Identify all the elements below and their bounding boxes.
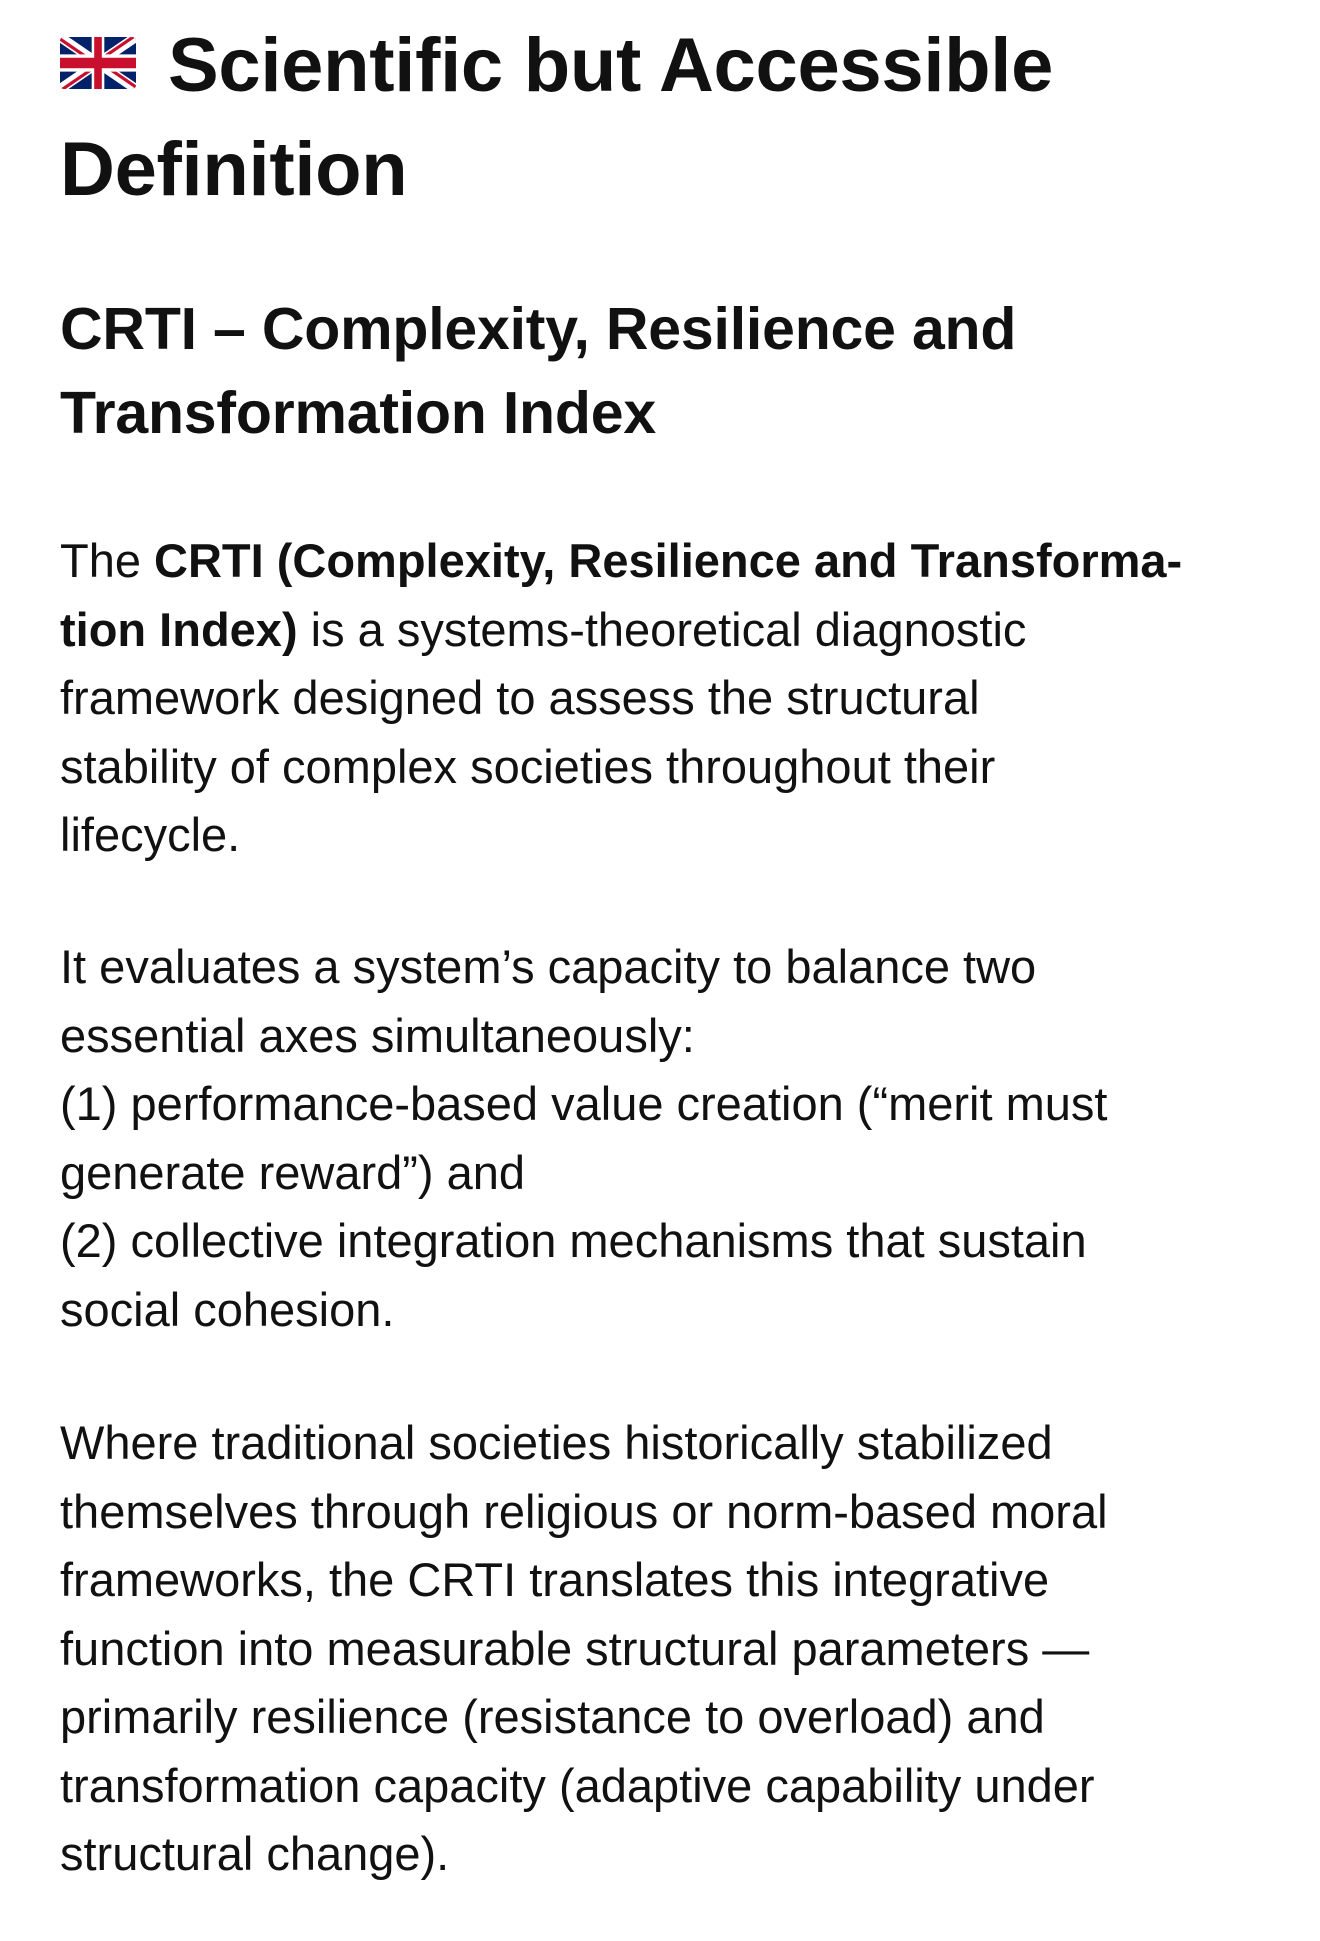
paragraph-traditional-societies: [60, 1409, 1260, 1889]
paragraph-3-line-7: structural change).: [60, 1827, 450, 1880]
paragraph-1-line-4: stability of complex societies throughout their: [60, 739, 996, 793]
paragraph-3-line-5: primarily resilience (resistance to overload) and: [60, 1690, 1045, 1743]
paragraph-axes: [60, 933, 1260, 1344]
paragraph-2-line-3: (1) performance-based value creation (“merit must: [60, 1077, 1108, 1130]
paragraph-1-line-2: [60, 596, 1260, 665]
united-kingdom-flag-icon: [60, 37, 136, 89]
paragraph-2-line-2: essential axes simultaneously:: [60, 1008, 695, 1062]
page-title: [60, 14, 1220, 222]
paragraph-2-line-5: (2) collective integration mechanisms that sustain: [60, 1214, 1087, 1267]
paragraph-3-line-6: transformation capacity (adaptive capability under: [60, 1758, 1095, 1812]
title-text-line-1: Scientific but Accessible: [168, 23, 1054, 108]
section-heading-line-1: CRTI – Complexity, Resilience and: [60, 296, 1017, 362]
paragraph-2-line-6: social cohesion.: [60, 1282, 395, 1336]
title-line-1: [60, 14, 1220, 118]
paragraph-3-line-2: themselves through religious or norm-based moral: [60, 1484, 1108, 1538]
paragraph-1-bold-term-part1: CRTI (Complexity, Resilience and Transforma-: [154, 534, 1183, 587]
paragraph-1-lead: The: [60, 534, 155, 587]
paragraph-1-line-2-rest: is a systems-theoretical diagnostic: [297, 602, 1027, 656]
title-line-2: Definition: [60, 127, 408, 212]
paragraph-1-line-3: framework designed to assess the structural: [60, 671, 980, 724]
paragraph-1-line-1: [60, 527, 1260, 596]
paragraph-definition: [60, 527, 1260, 870]
paragraph-3-line-1: Where traditional societies historically stabilized: [60, 1416, 1053, 1469]
paragraph-2-line-4: generate reward”) and: [60, 1145, 526, 1199]
section-heading: [60, 287, 1240, 455]
paragraph-3-line-3: frameworks, the CRTI translates this integrative: [60, 1553, 1050, 1606]
paragraph-3-line-4: function into measurable structural parameters —: [60, 1621, 1090, 1675]
section-heading-line-2: Transformation Index: [60, 380, 656, 446]
paragraph-1-bold-term-part2: tion Index): [60, 602, 298, 656]
paragraph-1-line-5: lifecycle.: [60, 808, 241, 861]
paragraph-2-line-1: It evaluates a system’s capacity to balance two: [60, 940, 1037, 993]
